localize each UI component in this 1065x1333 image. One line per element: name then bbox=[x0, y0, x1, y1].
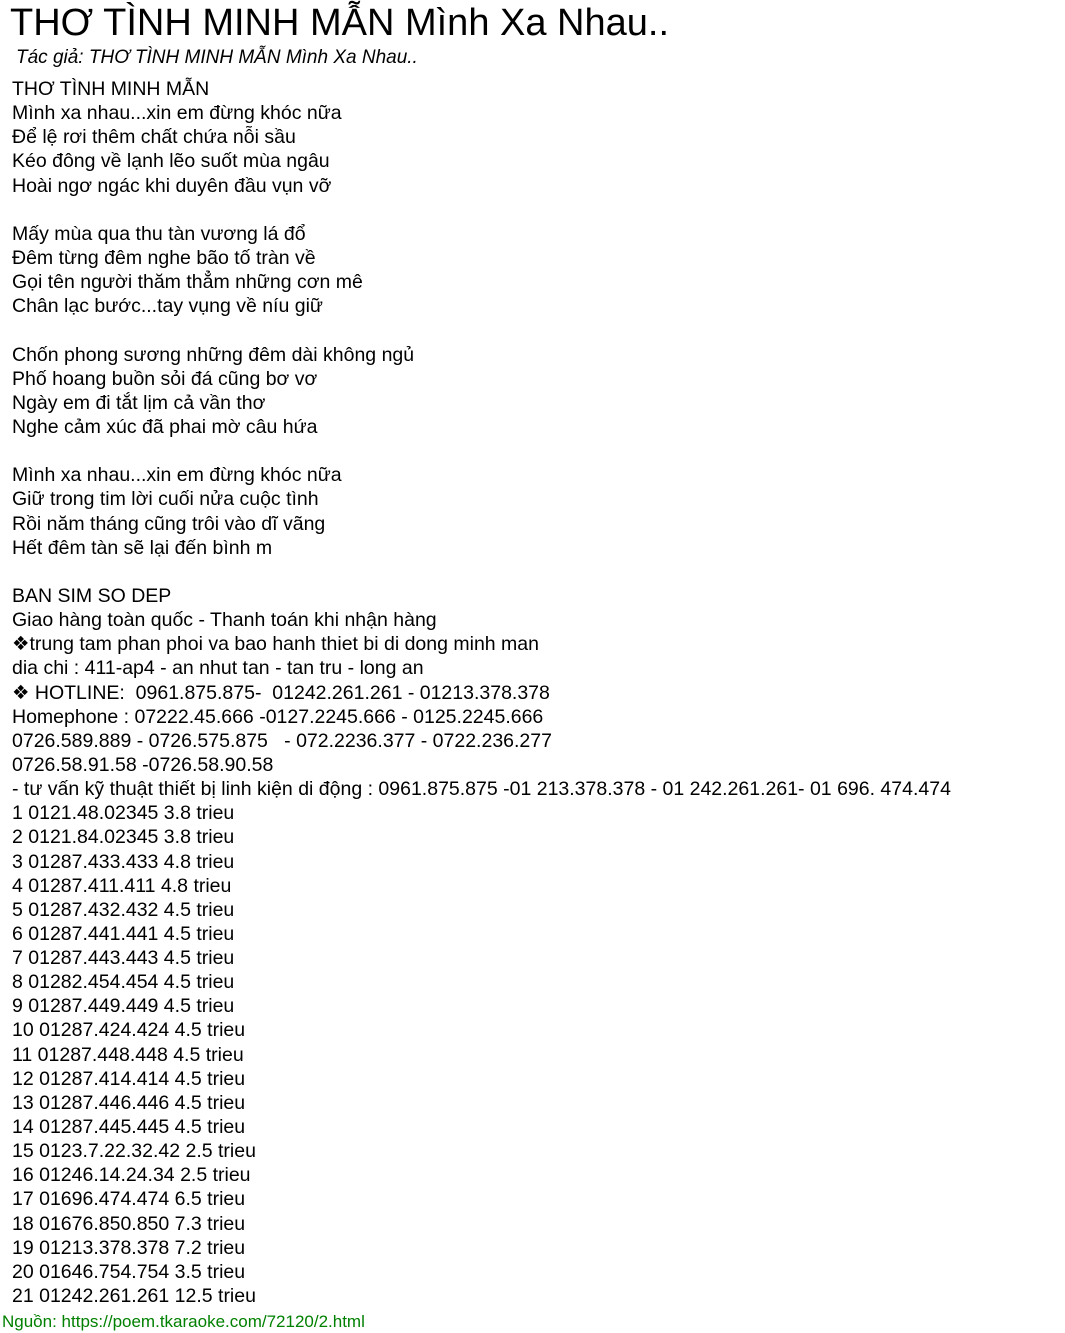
text-line: 20 01646.754.754 3.5 trieu bbox=[12, 1260, 246, 1283]
text-line: 6 01287.441.441 4.5 trieu bbox=[12, 922, 235, 945]
text-line: Ngày em đi tắt lịm cả vần thơ bbox=[12, 391, 266, 414]
text-line: Gọi tên người thăm thẳm những cơn mê bbox=[12, 271, 363, 294]
blank-line bbox=[12, 198, 1062, 222]
text-line: 10 01287.424.424 4.5 trieu bbox=[12, 1019, 246, 1042]
text-line: Hoài ngơ ngác khi duyên đầu vụn vỡ bbox=[12, 174, 332, 197]
text-line: 0726.58.91.58 -0726.58.90.58 bbox=[12, 753, 274, 776]
text-line: Chốn phong sương những đêm dài không ngủ bbox=[12, 343, 415, 366]
blank-line bbox=[12, 318, 1062, 342]
poem-body bbox=[12, 77, 1062, 1308]
text-line: Kéo đông về lạnh lẽo suốt mùa ngâu bbox=[12, 150, 330, 173]
text-line: Giao hàng toàn quốc - Thanh toán khi nhận hàng bbox=[12, 609, 437, 632]
text-line: Nghe cảm xúc đã phai mờ câu hứa bbox=[12, 415, 318, 438]
text-line: 15 0123.7.22.32.42 2.5 trieu bbox=[12, 1140, 256, 1163]
text-line: Đêm từng đêm nghe bão tố tràn về bbox=[12, 246, 316, 269]
text-line: 2 0121.84.02345 3.8 trieu bbox=[12, 826, 235, 849]
text-line: 12 01287.414.414 4.5 trieu bbox=[12, 1067, 246, 1090]
text-line: BAN SIM SO DEP bbox=[12, 584, 172, 607]
text-line: dia chi : 411-ap4 - an nhut tan - tan tru - long an bbox=[12, 657, 424, 680]
text-line: ❖trung tam phan phoi va bao hanh thiet bi di dong minh man bbox=[12, 633, 539, 656]
text-line: 16 01246.14.24.34 2.5 trieu bbox=[12, 1164, 251, 1187]
text-line: Mình xa nhau...xin em đừng khóc nữa bbox=[12, 464, 342, 487]
blank-line bbox=[12, 560, 1062, 584]
text-line: Để lệ rơi thêm chất chứa nỗi sầu bbox=[12, 126, 296, 149]
text-line: Phố hoang buồn sỏi đá cũng bơ vơ bbox=[12, 367, 318, 390]
text-line: 3 01287.433.433 4.8 trieu bbox=[12, 850, 235, 873]
text-line: 7 01287.443.443 4.5 trieu bbox=[12, 947, 235, 970]
blank-line bbox=[12, 439, 1062, 463]
text-line: 9 01287.449.449 4.5 trieu bbox=[12, 995, 235, 1018]
text-line: 8 01282.454.454 4.5 trieu bbox=[12, 971, 235, 994]
text-line: Homephone : 07222.45.666 -0127.2245.666 - 0125.2245.666 bbox=[12, 705, 544, 728]
text-line: 17 01696.474.474 6.5 trieu bbox=[12, 1188, 246, 1211]
text-line: ❖ HOTLINE: 0961.875.875- 01242.261.261 - 01213.378.378 bbox=[12, 681, 550, 704]
author-line: Tác giả: THƠ TÌNH MINH MẪN Mình Xa Nhau.. bbox=[16, 47, 418, 68]
text-line: 19 01213.378.378 7.2 trieu bbox=[12, 1236, 246, 1259]
text-line: Giữ trong tim lời cuối nửa cuộc tình bbox=[12, 488, 319, 511]
source-link[interactable]: Nguồn: https://poem.tkaraoke.com/72120/2.html bbox=[2, 1312, 365, 1331]
text-line: - tư vấn kỹ thuật thiết bị linh kiện di động : 0961.875.875 -01 213.378.378 - 01 242.261.261- 01 696. 474.474 bbox=[12, 778, 951, 801]
text-line: 13 01287.446.446 4.5 trieu bbox=[12, 1091, 246, 1114]
text-line: 4 01287.411.411 4.8 trieu bbox=[12, 874, 232, 897]
text-line: Hết đêm tàn sẽ lại đến bình m bbox=[12, 536, 273, 559]
text-line: Mình xa nhau...xin em đừng khóc nữa bbox=[12, 102, 342, 125]
text-line: 21 01242.261.261 12.5 trieu bbox=[12, 1285, 256, 1308]
text-line: 5 01287.432.432 4.5 trieu bbox=[12, 898, 235, 921]
text-line: 1 0121.48.02345 3.8 trieu bbox=[12, 802, 235, 825]
text-line: 18 01676.850.850 7.3 trieu bbox=[12, 1212, 246, 1235]
text-line: 11 01287.448.448 4.5 trieu bbox=[12, 1043, 244, 1066]
page-title: THƠ TÌNH MINH MẪN Mình Xa Nhau.. bbox=[10, 2, 670, 44]
text-line: 0726.589.889 - 0726.575.875 - 072.2236.377 - 0722.236.277 bbox=[12, 729, 552, 752]
text-line: THƠ TÌNH MINH MẪN bbox=[12, 78, 210, 100]
text-line: 14 01287.445.445 4.5 trieu bbox=[12, 1116, 246, 1139]
text-line: Mấy mùa qua thu tàn vương lá đổ bbox=[12, 222, 306, 245]
text-line: Rồi năm tháng cũng trôi vào dĩ vãng bbox=[12, 512, 326, 535]
text-line: Chân lạc bước...tay vụng về níu giữ bbox=[12, 295, 323, 318]
